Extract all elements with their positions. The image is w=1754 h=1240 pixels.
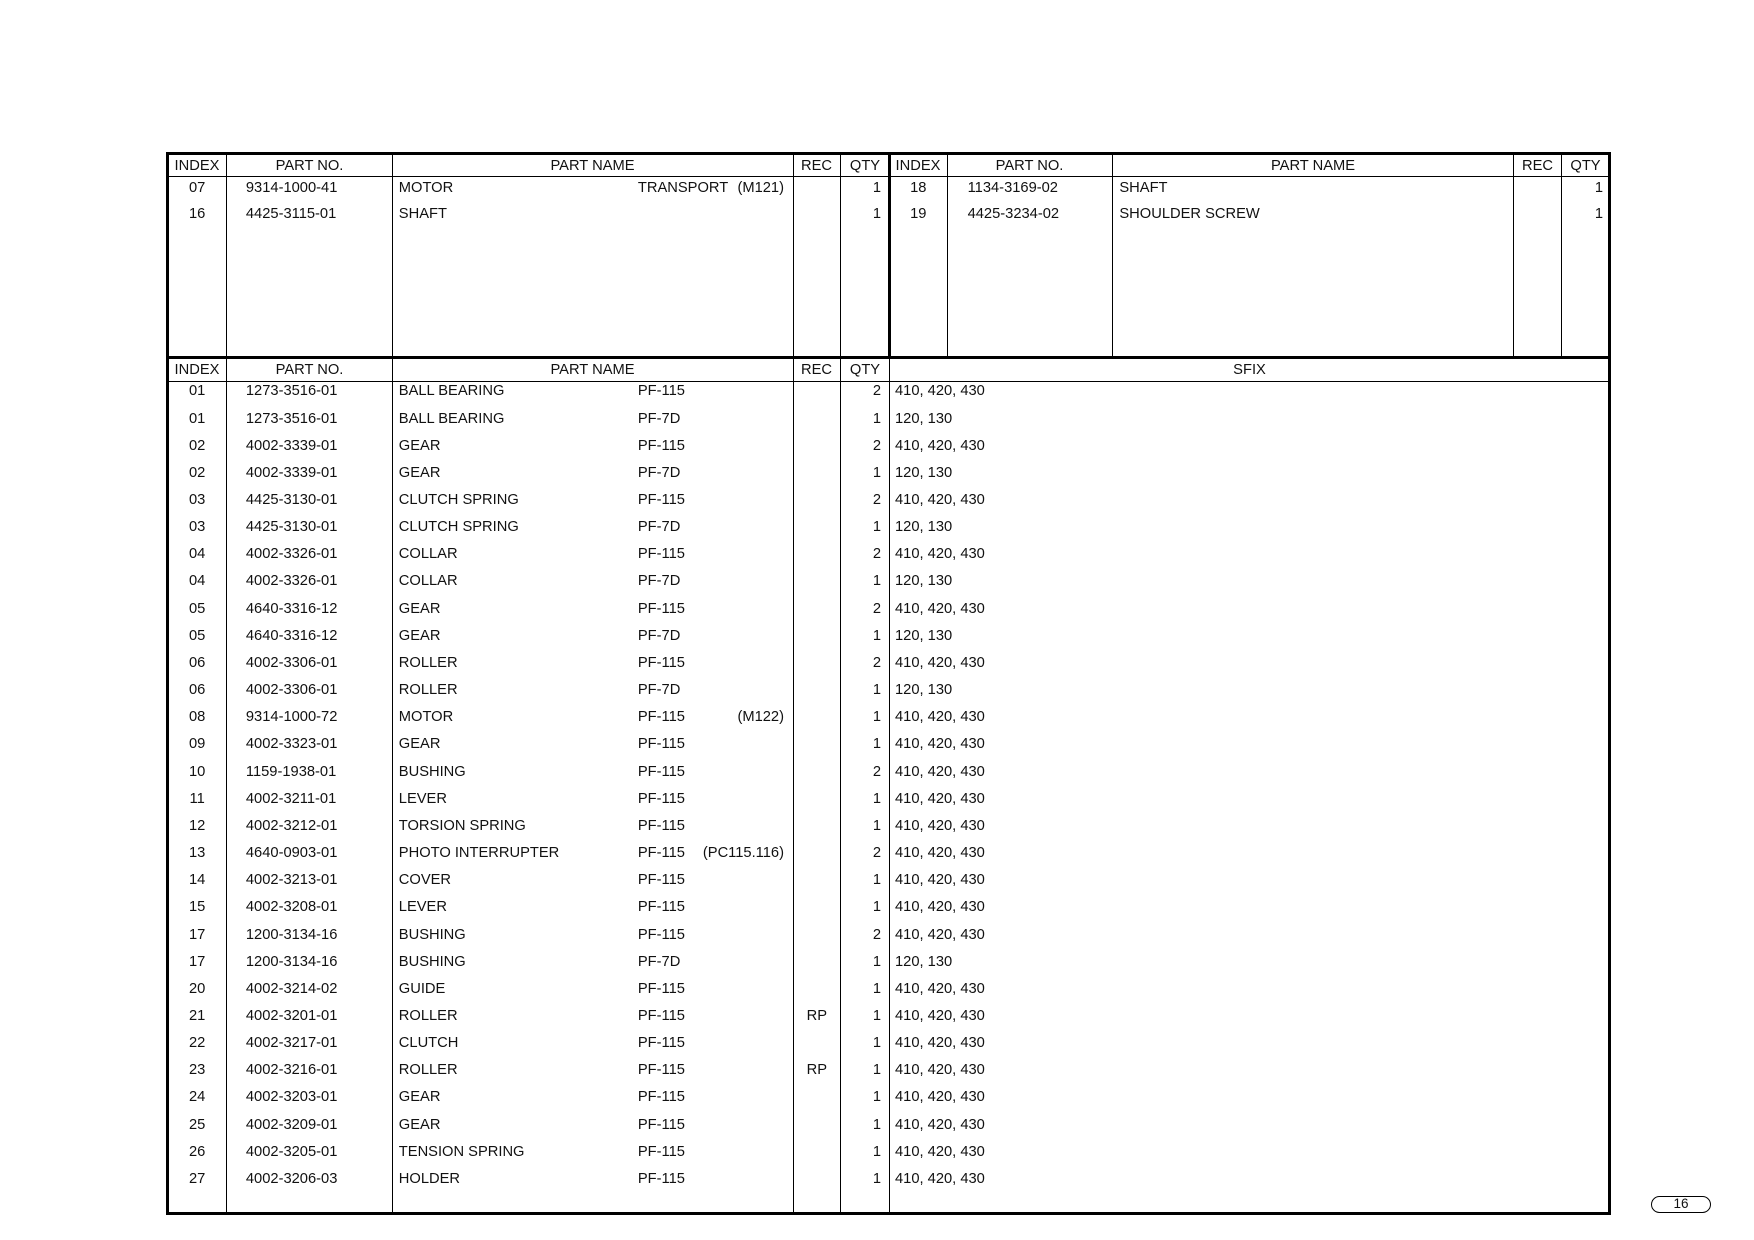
part-no-cell: 4425-3115-01: [245, 206, 337, 223]
qty-cell: 1: [872, 953, 881, 970]
part-no-cell: 4002-3214-02: [245, 980, 338, 997]
qty-cell: 2: [872, 600, 881, 617]
parts-row: [0, 623, 1754, 650]
sfix-cell: 120, 130: [895, 573, 953, 590]
qty-cell: 2: [872, 546, 881, 563]
part-name-cell: ROLLER: [398, 682, 458, 699]
part-no-cell: 4425-3130-01: [245, 492, 338, 509]
header-part-name: PART NAME: [550, 361, 635, 378]
part-no-cell: 4002-3212-01: [245, 817, 338, 834]
part-no-cell: 1273-3516-01: [245, 383, 338, 400]
qty-cell: 2: [872, 383, 881, 400]
qty-cell: 1: [872, 1170, 881, 1187]
note-cell: (PC115.116): [702, 845, 784, 862]
qty-cell: 1: [872, 573, 881, 590]
qty-cell: 1: [872, 206, 881, 223]
page-number: 16: [1651, 1196, 1711, 1213]
parts-row: [0, 894, 1754, 921]
qty-cell: 1: [872, 682, 881, 699]
model-cell: PF-7D: [637, 519, 681, 536]
index-cell: 23: [188, 1062, 206, 1079]
part-name-cell: SHAFT: [398, 206, 447, 223]
sfix-cell: 120, 130: [895, 627, 953, 644]
header-rec: REC: [1521, 157, 1553, 174]
parts-row: [0, 568, 1754, 595]
sfix-cell: 410, 420, 430: [895, 926, 985, 943]
header-qty: QTY: [1570, 157, 1601, 174]
note-cell: (M121): [737, 179, 784, 196]
index-cell: 11: [189, 790, 205, 807]
qty-cell: 1: [872, 980, 881, 997]
index-cell: 04: [188, 546, 206, 563]
header-rec: REC: [800, 157, 832, 174]
model-cell: PF-115: [637, 600, 685, 617]
model-cell: PF-115: [637, 1062, 685, 1079]
index-cell: 12: [188, 817, 206, 834]
qty-cell: 1: [1594, 179, 1603, 196]
part-name-cell: LEVER: [398, 899, 447, 916]
rec-cell: RP: [806, 1062, 828, 1079]
index-cell: 17: [188, 926, 206, 943]
sfix-cell: 120, 130: [895, 682, 953, 699]
sfix-cell: 120, 130: [895, 519, 953, 536]
part-no-cell: 1273-3516-01: [245, 410, 338, 427]
part-no-cell: 4002-3306-01: [245, 654, 338, 671]
model-cell: PF-7D: [637, 410, 681, 427]
index-cell: 07: [188, 179, 206, 196]
model-cell: PF-115: [637, 872, 685, 889]
header-qty: QTY: [849, 157, 881, 174]
parts-row: [0, 433, 1754, 460]
sfix-cell: 410, 420, 430: [895, 1035, 985, 1052]
qty-cell: 1: [872, 899, 881, 916]
sfix-cell: 120, 130: [895, 953, 953, 970]
sfix-cell: 410, 420, 430: [895, 383, 985, 400]
parts-row: [0, 949, 1754, 976]
qty-cell: 1: [872, 1143, 881, 1160]
qty-cell: 1: [872, 519, 881, 536]
index-cell: 02: [188, 464, 206, 481]
part-name-cell: CLUTCH SPRING: [398, 492, 519, 509]
part-name-cell: COLLAR: [398, 546, 458, 563]
parts-row: [0, 378, 1754, 405]
model-cell: PF-115: [637, 383, 685, 400]
parts-row: [0, 1084, 1754, 1111]
model-cell: PF-115: [637, 1143, 685, 1160]
qty-cell: 2: [872, 654, 881, 671]
model-cell: PF-7D: [637, 464, 681, 481]
part-no-cell: 4640-3316-12: [245, 627, 338, 644]
index-cell: 08: [188, 709, 206, 726]
qty-cell: 1: [872, 736, 881, 753]
part-name-cell: BUSHING: [398, 926, 466, 943]
parts-row: [0, 813, 1754, 840]
part-name-cell: PHOTO INTERRUPTER: [398, 845, 560, 862]
sfix-cell: 410, 420, 430: [895, 1143, 985, 1160]
parts-row: [0, 731, 1754, 758]
header-part-name: PART NAME: [550, 157, 635, 174]
qty-cell: 2: [872, 492, 881, 509]
part-no-cell: 4002-3206-03: [245, 1170, 338, 1187]
parts-row: [0, 1030, 1754, 1057]
sfix-cell: 410, 420, 430: [895, 709, 985, 726]
sfix-cell: 410, 420, 430: [895, 980, 985, 997]
model-cell: PF-115: [637, 492, 685, 509]
part-no-cell: 4002-3217-01: [245, 1035, 338, 1052]
index-cell: 16: [188, 206, 206, 223]
qty-cell: 2: [872, 763, 881, 780]
part-no-cell: 4002-3201-01: [245, 1007, 338, 1024]
part-name-cell: LEVER: [398, 790, 447, 807]
model-cell: PF-115: [637, 790, 685, 807]
index-cell: 24: [188, 1089, 206, 1106]
qty-cell: 1: [872, 1089, 881, 1106]
qty-cell: 1: [872, 1062, 881, 1079]
sfix-cell: 410, 420, 430: [895, 600, 985, 617]
parts-row: [0, 406, 1754, 433]
index-cell: 13: [188, 845, 206, 862]
parts-row: [0, 677, 1754, 704]
qty-cell: 1: [872, 179, 881, 196]
part-no-cell: 4002-3213-01: [245, 872, 338, 889]
part-name-cell: GEAR: [398, 464, 441, 481]
sfix-cell: 120, 130: [895, 464, 953, 481]
model-cell: PF-7D: [637, 573, 681, 590]
qty-cell: 2: [872, 845, 881, 862]
model-cell: PF-115: [637, 736, 685, 753]
qty-cell: 2: [872, 926, 881, 943]
qty-cell: 1: [872, 790, 881, 807]
part-no-cell: 4640-0903-01: [245, 845, 338, 862]
index-cell: 22: [188, 1035, 206, 1052]
sfix-cell: 410, 420, 430: [895, 817, 985, 834]
part-no-cell: 4002-3216-01: [245, 1062, 338, 1079]
upper-table-header: [0, 155, 1754, 177]
part-no-cell: 4002-3323-01: [245, 736, 338, 753]
qty-cell: 1: [872, 410, 881, 427]
model-cell: PF-115: [637, 980, 685, 997]
part-name-cell: SHAFT: [1119, 179, 1168, 196]
part-no-cell: 1200-3134-16: [245, 953, 338, 970]
index-cell: 20: [188, 980, 206, 997]
part-name-cell: BALL BEARING: [398, 383, 505, 400]
note-cell: (M122): [737, 709, 784, 726]
parts-row: [0, 1003, 1754, 1030]
sfix-cell: 410, 420, 430: [895, 1170, 985, 1187]
part-name-cell: GEAR: [398, 1116, 441, 1133]
upper-right-row: [0, 175, 1754, 202]
model-cell: TRANSPORT: [637, 179, 729, 196]
model-cell: PF-115: [637, 899, 685, 916]
part-name-cell: COLLAR: [398, 573, 458, 590]
sfix-cell: 410, 420, 430: [895, 437, 985, 454]
index-cell: 05: [188, 600, 206, 617]
parts-row: [0, 487, 1754, 514]
part-no-cell: 9314-1000-72: [245, 709, 338, 726]
sfix-cell: 410, 420, 430: [895, 763, 985, 780]
header-index: INDEX: [174, 361, 220, 378]
index-cell: 10: [188, 763, 206, 780]
header-part-no: PART NO.: [275, 157, 344, 174]
qty-cell: 2: [872, 437, 881, 454]
part-name-cell: ROLLER: [398, 1007, 458, 1024]
part-no-cell: 4002-3205-01: [245, 1143, 338, 1160]
sfix-cell: 410, 420, 430: [895, 492, 985, 509]
part-name-cell: MOTOR: [398, 179, 454, 196]
header-part-no: PART NO.: [995, 157, 1064, 174]
model-cell: PF-115: [637, 546, 685, 563]
index-cell: 04: [188, 573, 206, 590]
part-name-cell: CLUTCH SPRING: [398, 519, 519, 536]
index-cell: 09: [188, 736, 206, 753]
header-sfix: SFIX: [1233, 361, 1266, 378]
parts-row: [0, 1139, 1754, 1166]
header-part-no: PART NO.: [275, 361, 344, 378]
sfix-cell: 410, 420, 430: [895, 1089, 985, 1106]
header-qty: QTY: [849, 361, 881, 378]
header-index: INDEX: [174, 157, 220, 174]
index-cell: 17: [188, 953, 206, 970]
model-cell: PF-115: [637, 1170, 685, 1187]
part-no-cell: 1134-3169-02: [967, 179, 1058, 196]
parts-row: [0, 976, 1754, 1003]
model-cell: PF-115: [637, 1007, 685, 1024]
model-cell: PF-115: [637, 926, 685, 943]
part-no-cell: 1200-3134-16: [245, 926, 338, 943]
model-cell: PF-115: [637, 845, 685, 862]
sfix-cell: 410, 420, 430: [895, 845, 985, 862]
part-name-cell: ROLLER: [398, 654, 458, 671]
parts-table: [0, 378, 1754, 1193]
header-index: INDEX: [895, 157, 941, 174]
qty-cell: 1: [872, 1035, 881, 1052]
part-name-cell: GEAR: [398, 600, 441, 617]
sfix-cell: 410, 420, 430: [895, 736, 985, 753]
model-cell: PF-115: [637, 1116, 685, 1133]
part-no-cell: 4002-3203-01: [245, 1089, 338, 1106]
model-cell: PF-115: [637, 763, 685, 780]
part-name-cell: TORSION SPRING: [398, 817, 526, 834]
sfix-cell: 410, 420, 430: [895, 546, 985, 563]
index-cell: 15: [188, 899, 206, 916]
part-no-cell: 4640-3316-12: [245, 600, 338, 617]
sfix-cell: 410, 420, 430: [895, 899, 985, 916]
index-cell: 01: [188, 410, 206, 427]
index-cell: 01: [188, 383, 206, 400]
parts-row: [0, 1057, 1754, 1084]
qty-cell: 1: [1594, 206, 1603, 223]
parts-row: [0, 460, 1754, 487]
part-name-cell: HOLDER: [398, 1170, 461, 1187]
part-name-cell: GEAR: [398, 437, 441, 454]
index-cell: 03: [188, 519, 206, 536]
part-no-cell: 4002-3209-01: [245, 1116, 338, 1133]
part-name-cell: MOTOR: [398, 709, 454, 726]
sfix-cell: 410, 420, 430: [895, 654, 985, 671]
part-no-cell: 9314-1000-41: [245, 179, 338, 196]
part-name-cell: SHOULDER SCREW: [1119, 206, 1260, 223]
upper-right-table: [0, 175, 1754, 228]
sfix-cell: 410, 420, 430: [895, 790, 985, 807]
part-no-cell: 4002-3306-01: [245, 682, 338, 699]
part-no-cell: 4425-3234-02: [967, 206, 1060, 223]
part-name-cell: GUIDE: [398, 980, 446, 997]
parts-row: [0, 596, 1754, 623]
model-cell: PF-115: [637, 437, 685, 454]
model-cell: PF-115: [637, 1089, 685, 1106]
index-cell: 06: [188, 682, 206, 699]
model-cell: PF-7D: [637, 953, 681, 970]
part-name-cell: TENSION SPRING: [398, 1143, 525, 1160]
part-no-cell: 4002-3211-01: [245, 790, 337, 807]
sfix-cell: 410, 420, 430: [895, 1007, 985, 1024]
qty-cell: 1: [872, 817, 881, 834]
part-name-cell: GEAR: [398, 1089, 441, 1106]
qty-cell: 1: [872, 464, 881, 481]
part-name-cell: CLUTCH: [398, 1035, 459, 1052]
upper-right-row: [0, 201, 1754, 228]
index-cell: 26: [188, 1143, 206, 1160]
model-cell: PF-115: [637, 1035, 685, 1052]
index-cell: 02: [188, 437, 206, 454]
index-cell: 27: [188, 1170, 206, 1187]
part-name-cell: BUSHING: [398, 763, 466, 780]
parts-row: [0, 786, 1754, 813]
part-name-cell: BALL BEARING: [398, 410, 505, 427]
part-name-cell: COVER: [398, 872, 452, 889]
index-cell: 06: [188, 654, 206, 671]
header-part-name: PART NAME: [1270, 157, 1356, 174]
part-name-cell: ROLLER: [398, 1062, 458, 1079]
parts-row: [0, 1166, 1754, 1193]
sfix-cell: 120, 130: [895, 410, 953, 427]
parts-row: [0, 514, 1754, 541]
parts-row: [0, 867, 1754, 894]
index-cell: 25: [188, 1116, 206, 1133]
qty-cell: 1: [872, 1007, 881, 1024]
parts-row: [0, 541, 1754, 568]
part-name-cell: GEAR: [398, 627, 441, 644]
part-name-cell: GEAR: [398, 736, 441, 753]
sfix-cell: 410, 420, 430: [895, 1116, 985, 1133]
part-no-cell: 4002-3339-01: [245, 464, 338, 481]
parts-row: [0, 650, 1754, 677]
parts-row: [0, 840, 1754, 867]
model-cell: PF-115: [637, 817, 685, 834]
index-cell: 21: [188, 1007, 206, 1024]
qty-cell: 1: [872, 872, 881, 889]
parts-row: [0, 759, 1754, 786]
part-no-cell: 4002-3326-01: [245, 573, 338, 590]
parts-row: [0, 922, 1754, 949]
part-no-cell: 4425-3130-01: [245, 519, 338, 536]
part-no-cell: 4002-3339-01: [245, 437, 338, 454]
header-rec: REC: [800, 361, 832, 378]
model-cell: PF-7D: [637, 682, 681, 699]
parts-row: [0, 704, 1754, 731]
qty-cell: 1: [872, 709, 881, 726]
index-cell: 18: [910, 179, 927, 196]
model-cell: PF-115: [637, 654, 685, 671]
parts-row: [0, 1112, 1754, 1139]
qty-cell: 1: [872, 1116, 881, 1133]
sfix-cell: 410, 420, 430: [895, 1062, 985, 1079]
part-no-cell: 1159-1938-01: [245, 763, 337, 780]
model-cell: PF-7D: [637, 627, 681, 644]
sfix-cell: 410, 420, 430: [895, 872, 985, 889]
model-cell: PF-115: [637, 709, 685, 726]
index-cell: 19: [910, 206, 927, 223]
rec-cell: RP: [806, 1007, 828, 1024]
index-cell: 05: [188, 627, 206, 644]
index-cell: 14: [188, 872, 206, 889]
part-no-cell: 4002-3208-01: [245, 899, 338, 916]
part-no-cell: 4002-3326-01: [245, 546, 338, 563]
qty-cell: 1: [872, 627, 881, 644]
index-cell: 03: [188, 492, 206, 509]
part-name-cell: BUSHING: [398, 953, 466, 970]
